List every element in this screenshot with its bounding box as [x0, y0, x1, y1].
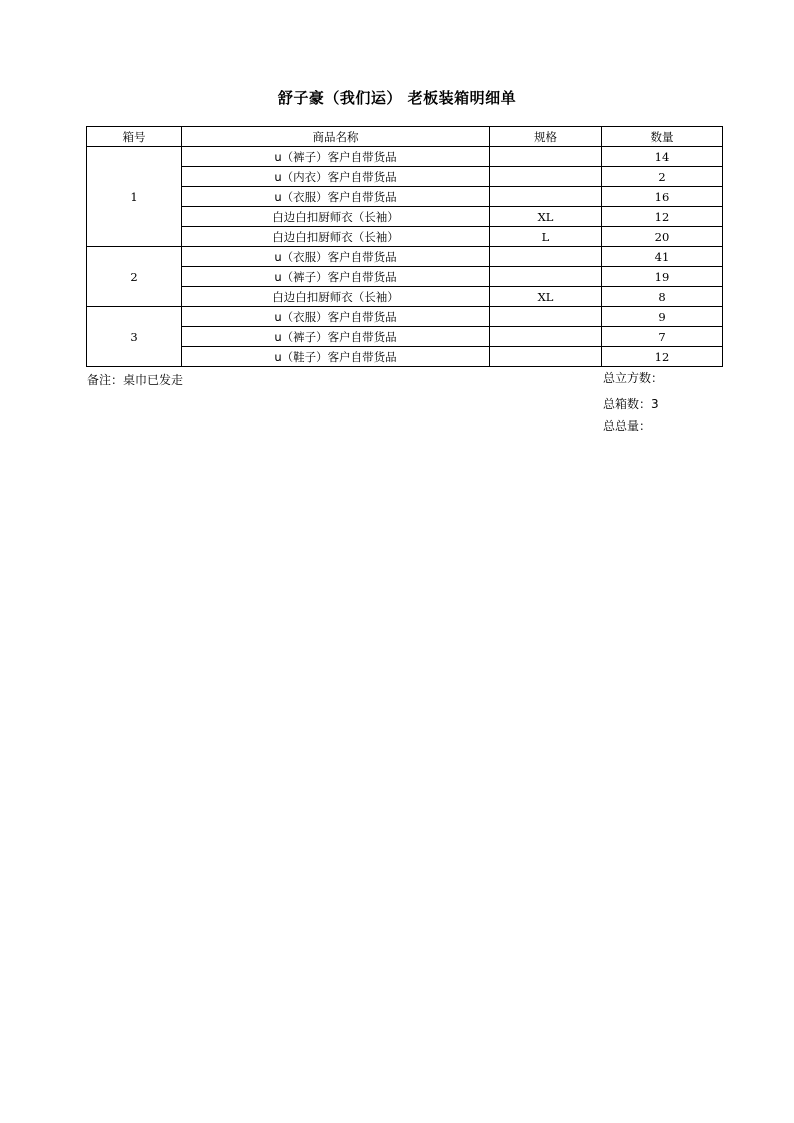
table-body	[87, 147, 723, 367]
product-name-cell: u（衣服）客户自带货品	[182, 187, 490, 207]
product-name-cell: 白边白扣厨师衣（长袖）	[182, 227, 490, 247]
product-name-cell: u（衣服）客户自带货品	[182, 307, 490, 327]
table-header-row	[87, 127, 723, 147]
table-row	[87, 347, 723, 367]
spec-cell	[490, 247, 602, 267]
product-name-cell: u（内衣）客户自带货品	[182, 167, 490, 187]
header-box-no: 箱号	[87, 127, 182, 147]
quantity-cell: 19	[602, 267, 723, 287]
table-row	[87, 287, 723, 307]
table-row	[87, 147, 723, 167]
product-name-cell: u（裤子）客户自带货品	[182, 267, 490, 287]
total-volume: 总立方数：	[603, 371, 664, 385]
box-number-cell: 2	[87, 247, 182, 307]
spec-cell: L	[490, 227, 602, 247]
table-row	[87, 207, 723, 227]
total-boxes: 总箱数：3	[603, 397, 659, 411]
quantity-cell: 9	[602, 307, 723, 327]
page-title: 舒子豪（我们运） 老板装箱明细单	[277, 89, 517, 107]
spec-cell: XL	[490, 287, 602, 307]
quantity-cell: 20	[602, 227, 723, 247]
product-name-cell: u（裤子）客户自带货品	[182, 147, 490, 167]
quantity-cell: 12	[602, 207, 723, 227]
header-quantity: 数量	[602, 127, 723, 147]
total-weight: 总总量：	[603, 419, 652, 433]
spec-cell	[490, 327, 602, 347]
table-row	[87, 307, 723, 327]
spec-cell: XL	[490, 207, 602, 227]
product-name-cell: u（衣服）客户自带货品	[182, 247, 490, 267]
table-row	[87, 167, 723, 187]
product-name-cell: 白边白扣厨师衣（长袖）	[182, 287, 490, 307]
header-spec: 规格	[490, 127, 602, 147]
spec-cell	[490, 307, 602, 327]
header-product-name: 商品名称	[182, 127, 490, 147]
spec-cell	[490, 187, 602, 207]
spec-cell	[490, 347, 602, 367]
remark-note: 备注：桌巾已发走	[87, 373, 184, 387]
spec-cell	[490, 147, 602, 167]
quantity-cell: 2	[602, 167, 723, 187]
table-row	[87, 327, 723, 347]
spec-cell	[490, 267, 602, 287]
product-name-cell: u（裤子）客户自带货品	[182, 327, 490, 347]
table-row	[87, 187, 723, 207]
box-number-cell: 3	[87, 307, 182, 367]
quantity-cell: 8	[602, 287, 723, 307]
quantity-cell: 14	[602, 147, 723, 167]
quantity-cell: 16	[602, 187, 723, 207]
table-row	[87, 227, 723, 247]
table-row	[87, 267, 723, 287]
box-number-cell: 1	[87, 147, 182, 247]
quantity-cell: 41	[602, 247, 723, 267]
product-name-cell: u（鞋子）客户自带货品	[182, 347, 490, 367]
spec-cell	[490, 167, 602, 187]
quantity-cell: 7	[602, 327, 723, 347]
product-name-cell: 白边白扣厨师衣（长袖）	[182, 207, 490, 227]
table-row	[87, 247, 723, 267]
quantity-cell: 12	[602, 347, 723, 367]
packing-list-table	[86, 126, 723, 367]
